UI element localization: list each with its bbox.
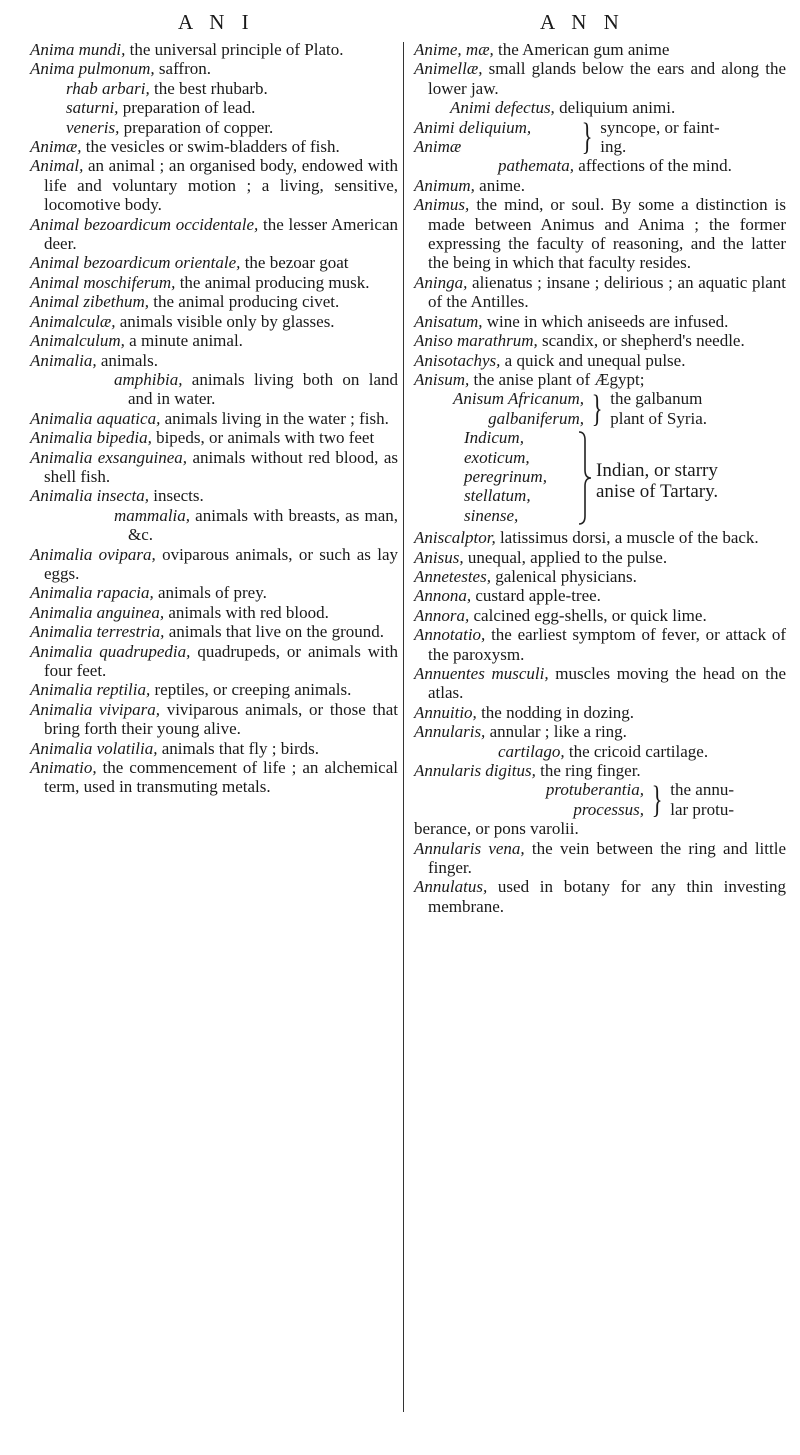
group-term: Animi deliquium,	[414, 117, 532, 137]
entry-definition: animals with red blood.	[164, 602, 329, 622]
dictionary-entry	[30, 40, 398, 59]
dictionary-entry	[30, 700, 398, 739]
entry-headword: Anime, mæ,	[414, 40, 494, 59]
dictionary-entry	[414, 370, 786, 389]
entry-continuation: berance, or pons varolii.	[414, 819, 579, 839]
dictionary-entry	[414, 703, 786, 722]
dictionary-entry	[30, 622, 398, 641]
entry-definition: a minute animal.	[124, 331, 243, 351]
entry-headword: Animum,	[414, 175, 475, 195]
dictionary-entry	[414, 567, 786, 586]
entry-headword: Animatio,	[30, 758, 97, 778]
entry-definition: the animal producing musk.	[175, 272, 370, 292]
entry-headword: Animalia anguinea,	[30, 602, 165, 622]
dictionary-entry	[414, 664, 786, 703]
entry-definition: animals.	[96, 350, 158, 370]
entry-headword: Anisum,	[414, 369, 470, 389]
brace-mark: }	[651, 778, 663, 821]
dictionary-entry	[30, 739, 398, 758]
dictionary-entry	[30, 312, 398, 331]
dictionary-entry	[414, 351, 786, 370]
syncope-group	[414, 118, 786, 157]
entry-headword: Annularis vena,	[414, 838, 525, 858]
group-term: Anisum Africanum,	[453, 389, 584, 409]
group-term: Indicum,	[464, 428, 524, 448]
dictionary-entry	[30, 370, 398, 409]
entry-headword: Animæ,	[30, 137, 82, 157]
entry-headword: Aniso marathrum,	[414, 331, 538, 351]
entry-headword: Animalculæ,	[30, 311, 116, 331]
dictionary-entry	[414, 877, 786, 916]
entry-definition: animals living in the water ; fish.	[160, 408, 389, 428]
entry-headword: Anisotachys,	[414, 350, 501, 370]
entry-definition: galenical physicians.	[490, 566, 637, 586]
entry-headword: Animal moschiferum,	[30, 272, 176, 292]
entry-headword: Annotatio,	[414, 625, 486, 645]
indian-anise-group	[414, 428, 786, 528]
entry-headword: Aniscalptor,	[414, 528, 496, 548]
protuberance-group	[414, 780, 786, 819]
right-column	[414, 40, 786, 916]
dictionary-entry	[414, 40, 786, 59]
dictionary-entry	[30, 98, 398, 117]
entry-headword: Annuitio,	[414, 702, 477, 722]
column-divider	[403, 42, 404, 1412]
entry-definition: a quick and unequal pulse.	[500, 350, 686, 370]
dictionary-entry	[30, 59, 398, 78]
dictionary-entry	[414, 606, 786, 625]
dictionary-entry	[414, 59, 786, 98]
entry-headword: Aninga,	[414, 272, 468, 292]
page-header	[0, 10, 800, 42]
dictionary-entry	[30, 118, 398, 137]
entry-headword: Annulatus,	[414, 877, 488, 897]
group-gloss: anise of Tartary.	[596, 481, 719, 503]
dictionary-entry	[30, 156, 398, 214]
entry-headword: Animalia vivipara,	[30, 699, 160, 719]
entry-definition: animals of prey.	[153, 583, 267, 603]
group-term: stellatum,	[464, 486, 531, 506]
dictionary-entry	[30, 680, 398, 699]
entry-headword: Animal bezoardicum orientale,	[30, 253, 241, 273]
entry-headword: Anima mundi,	[30, 40, 126, 59]
entry-definition: the vesicles or swim-bladders of fish.	[81, 137, 340, 157]
entry-definition: muscles moving the head on the atlas.	[428, 663, 786, 703]
entry-definition: affections of the mind.	[574, 156, 732, 176]
entry-definition: animals without red blood, as shell fish.	[44, 447, 398, 486]
entry-headword: Animalculum,	[30, 331, 125, 351]
entry-definition: the nodding in dozing.	[476, 702, 635, 722]
group-term: peregrinum,	[464, 466, 547, 486]
brace-mark: }	[591, 387, 603, 430]
dictionary-entry	[30, 273, 398, 292]
dictionary-entry	[30, 506, 398, 545]
entry-definition: calcined egg-shells, or quick lime.	[469, 605, 707, 625]
entry-definition: the bezoar goat	[240, 253, 349, 273]
entry-definition: scandix, or shepherd's needle.	[537, 331, 745, 351]
group-term: exoticum,	[464, 447, 530, 467]
entry-headword: Animus,	[414, 195, 470, 215]
dictionary-entry	[30, 448, 398, 487]
entry-definition: annular ; like a ring.	[485, 722, 627, 742]
entry-headword: Annetestes,	[414, 566, 491, 586]
galbanum-group	[414, 389, 786, 428]
entry-headword: Annora,	[414, 605, 470, 625]
dictionary-entry	[414, 722, 786, 741]
dictionary-entry	[414, 176, 786, 195]
entry-headword: veneris,	[66, 117, 120, 137]
group-gloss: the annu-	[670, 780, 734, 800]
group-gloss: syncope, or faint-	[600, 117, 720, 137]
entry-headword: Animalia volatilia,	[30, 738, 158, 758]
dictionary-entry	[30, 292, 398, 311]
group-term: sinense,	[464, 505, 519, 525]
brace-mark: }	[581, 116, 593, 159]
entry-headword: cartilago,	[498, 741, 565, 761]
entry-definition: bipeds, or animals with two feet	[151, 428, 375, 448]
entry-definition: the anise plant of Ægypt;	[469, 369, 645, 389]
entry-headword: Animal bezoardicum occidentale,	[30, 214, 259, 234]
running-head-right: A N N	[540, 10, 625, 34]
entry-definition: the universal principle of Plato.	[125, 40, 344, 59]
dictionary-entry	[414, 273, 786, 312]
entry-definition: the ring finger.	[535, 761, 641, 780]
entry-definition: preparation of lead.	[118, 98, 256, 118]
entry-definition: quadrupeds, or animals with four feet.	[44, 641, 398, 680]
entry-definition: the mind, or soul. By some a distinction is made between Animus and Anima ; the former expressing the faculty of reasoning, and the latter the being in which that faculty resides.	[428, 195, 786, 273]
dictionary-entry	[414, 742, 786, 761]
entry-headword: pathemata,	[498, 156, 575, 176]
left-column	[30, 40, 398, 797]
dictionary-entry	[414, 98, 786, 117]
entry-definition: the cricoid cartilage.	[564, 741, 709, 761]
entry-headword: Animalia reptilia,	[30, 680, 151, 700]
entry-headword: Animalia rapacia,	[30, 583, 154, 603]
entry-headword: Annularis digitus,	[414, 761, 536, 780]
entry-definition: the animal producing civet.	[149, 292, 340, 312]
dictionary-entry	[414, 312, 786, 331]
entry-definition: unequal, applied to the pulse.	[463, 547, 668, 567]
entry-definition: wine in which aniseeds are infused.	[482, 311, 729, 331]
entry-headword: Annularis,	[414, 722, 486, 742]
dictionary-entry	[30, 486, 398, 505]
dictionary-entry	[30, 331, 398, 350]
dictionary-entry	[30, 409, 398, 428]
entry-headword: Animal zibethum,	[30, 292, 149, 312]
entry-definition: the American gum anime	[493, 40, 670, 59]
entry-headword: Animalia aquatica,	[30, 408, 161, 428]
entry-headword: Anisus,	[414, 547, 464, 567]
group-term: processus,	[573, 799, 644, 819]
group-gloss: lar protu-	[670, 799, 734, 819]
entry-headword: Animal,	[30, 156, 84, 176]
group-term: Animæ	[414, 137, 462, 157]
entry-definition: anime.	[474, 175, 525, 195]
entry-definition: the earliest symptom of fever, or attack of the paroxysm.	[428, 625, 786, 664]
entry-definition: the commencement of life ; an alchemical term, used in transmuting metals.	[44, 758, 398, 797]
dictionary-entry	[414, 586, 786, 605]
group-term: galbaniferum,	[488, 408, 584, 428]
entry-headword: rhab arbari,	[66, 78, 150, 98]
entry-definition: animals visible only by glasses.	[115, 311, 335, 331]
dictionary-entry	[30, 137, 398, 156]
entry-definition: latissimus dorsi, a muscle of the back.	[495, 528, 759, 548]
entry-definition: the best rhubarb.	[149, 78, 268, 98]
dictionary-entry	[414, 195, 786, 273]
entry-headword: Animalia exsanguinea,	[30, 447, 188, 467]
large-brace-mark	[577, 430, 593, 526]
dictionary-entry	[30, 583, 398, 602]
entry-headword: Animi defectus,	[450, 98, 555, 118]
entry-definition: preparation of copper.	[119, 117, 274, 137]
entry-definition: insects.	[148, 486, 204, 506]
group-gloss: ing.	[600, 137, 627, 157]
entry-headword: Animellæ,	[414, 59, 483, 79]
dictionary-entry	[30, 642, 398, 681]
dictionary-entry	[414, 156, 786, 175]
entry-definition: animals living both on land and in water.	[128, 369, 398, 409]
dictionary-entry	[30, 603, 398, 622]
dictionary-entry	[414, 839, 786, 878]
entry-headword: Animalia terrestria,	[30, 622, 165, 642]
entry-headword: mammalia,	[114, 505, 191, 525]
entry-headword: Animalia bipedia,	[30, 428, 152, 448]
dictionary-entry	[414, 625, 786, 664]
entry-definition: used in botany for any thin investing membrane.	[428, 877, 786, 916]
dictionary-entry	[414, 548, 786, 567]
entry-headword: Annuentes musculi,	[414, 663, 549, 683]
entry-definition: small glands below the ears and along the lower jaw.	[428, 59, 786, 98]
entry-definition: animals with breasts, as man, &c.	[128, 505, 398, 545]
entry-definition: oviparous animals, or such as lay eggs.	[44, 544, 398, 583]
entry-headword: Anima pulmonum,	[30, 59, 155, 79]
entry-definition: animals that live on the ground.	[164, 622, 384, 642]
entry-headword: Animalia insecta,	[30, 486, 149, 506]
dictionary-entry	[30, 545, 398, 584]
dictionary-entry	[30, 351, 398, 370]
group-term: protuberantia,	[545, 780, 644, 800]
entry-definition: reptiles, or creeping animals.	[150, 680, 352, 700]
entry-headword: saturni,	[66, 98, 119, 118]
dictionary-entry	[30, 758, 398, 797]
dictionary-entry	[414, 528, 786, 547]
running-head-left: A N I	[178, 10, 255, 34]
entry-definition: the vein between the ring and little finger.	[428, 838, 786, 878]
entry-headword: Animalia quadrupedia,	[30, 641, 191, 661]
entry-definition: viviparous animals, or those that bring forth their young alive.	[44, 699, 399, 739]
entry-headword: Annona,	[414, 586, 472, 606]
entry-headword: Animalia,	[30, 350, 97, 370]
entry-definition: alienatus ; insane ; delirious ; an aquatic plant of the Antilles.	[428, 272, 786, 312]
entry-definition: deliquium animi.	[554, 98, 676, 118]
entry-definition: animals that fly ; birds.	[157, 738, 319, 758]
dictionary-entry	[414, 761, 786, 780]
group-gloss: Indian, or starry	[596, 460, 718, 482]
dictionary-entry	[30, 428, 398, 447]
entry-definition: an animal ; an organised body, endowed with life and voluntary motion ; a living, sensitive, locomotive body.	[44, 156, 398, 215]
entry-headword: amphibia,	[114, 369, 183, 389]
dictionary-entry	[30, 79, 398, 98]
dictionary-entry	[414, 331, 786, 350]
entry-headword: Animalia ovipara,	[30, 544, 156, 564]
entry-definition: saffron.	[154, 59, 212, 79]
group-gloss: the galbanum	[610, 389, 703, 409]
entry-definition: the lesser American deer.	[44, 214, 398, 254]
entry-definition: custard apple-tree.	[471, 586, 601, 606]
dictionary-entry	[30, 215, 398, 254]
entry-headword: Anisatum,	[414, 311, 483, 331]
dictionary-entry	[30, 253, 398, 272]
group-gloss: plant of Syria.	[610, 408, 708, 428]
